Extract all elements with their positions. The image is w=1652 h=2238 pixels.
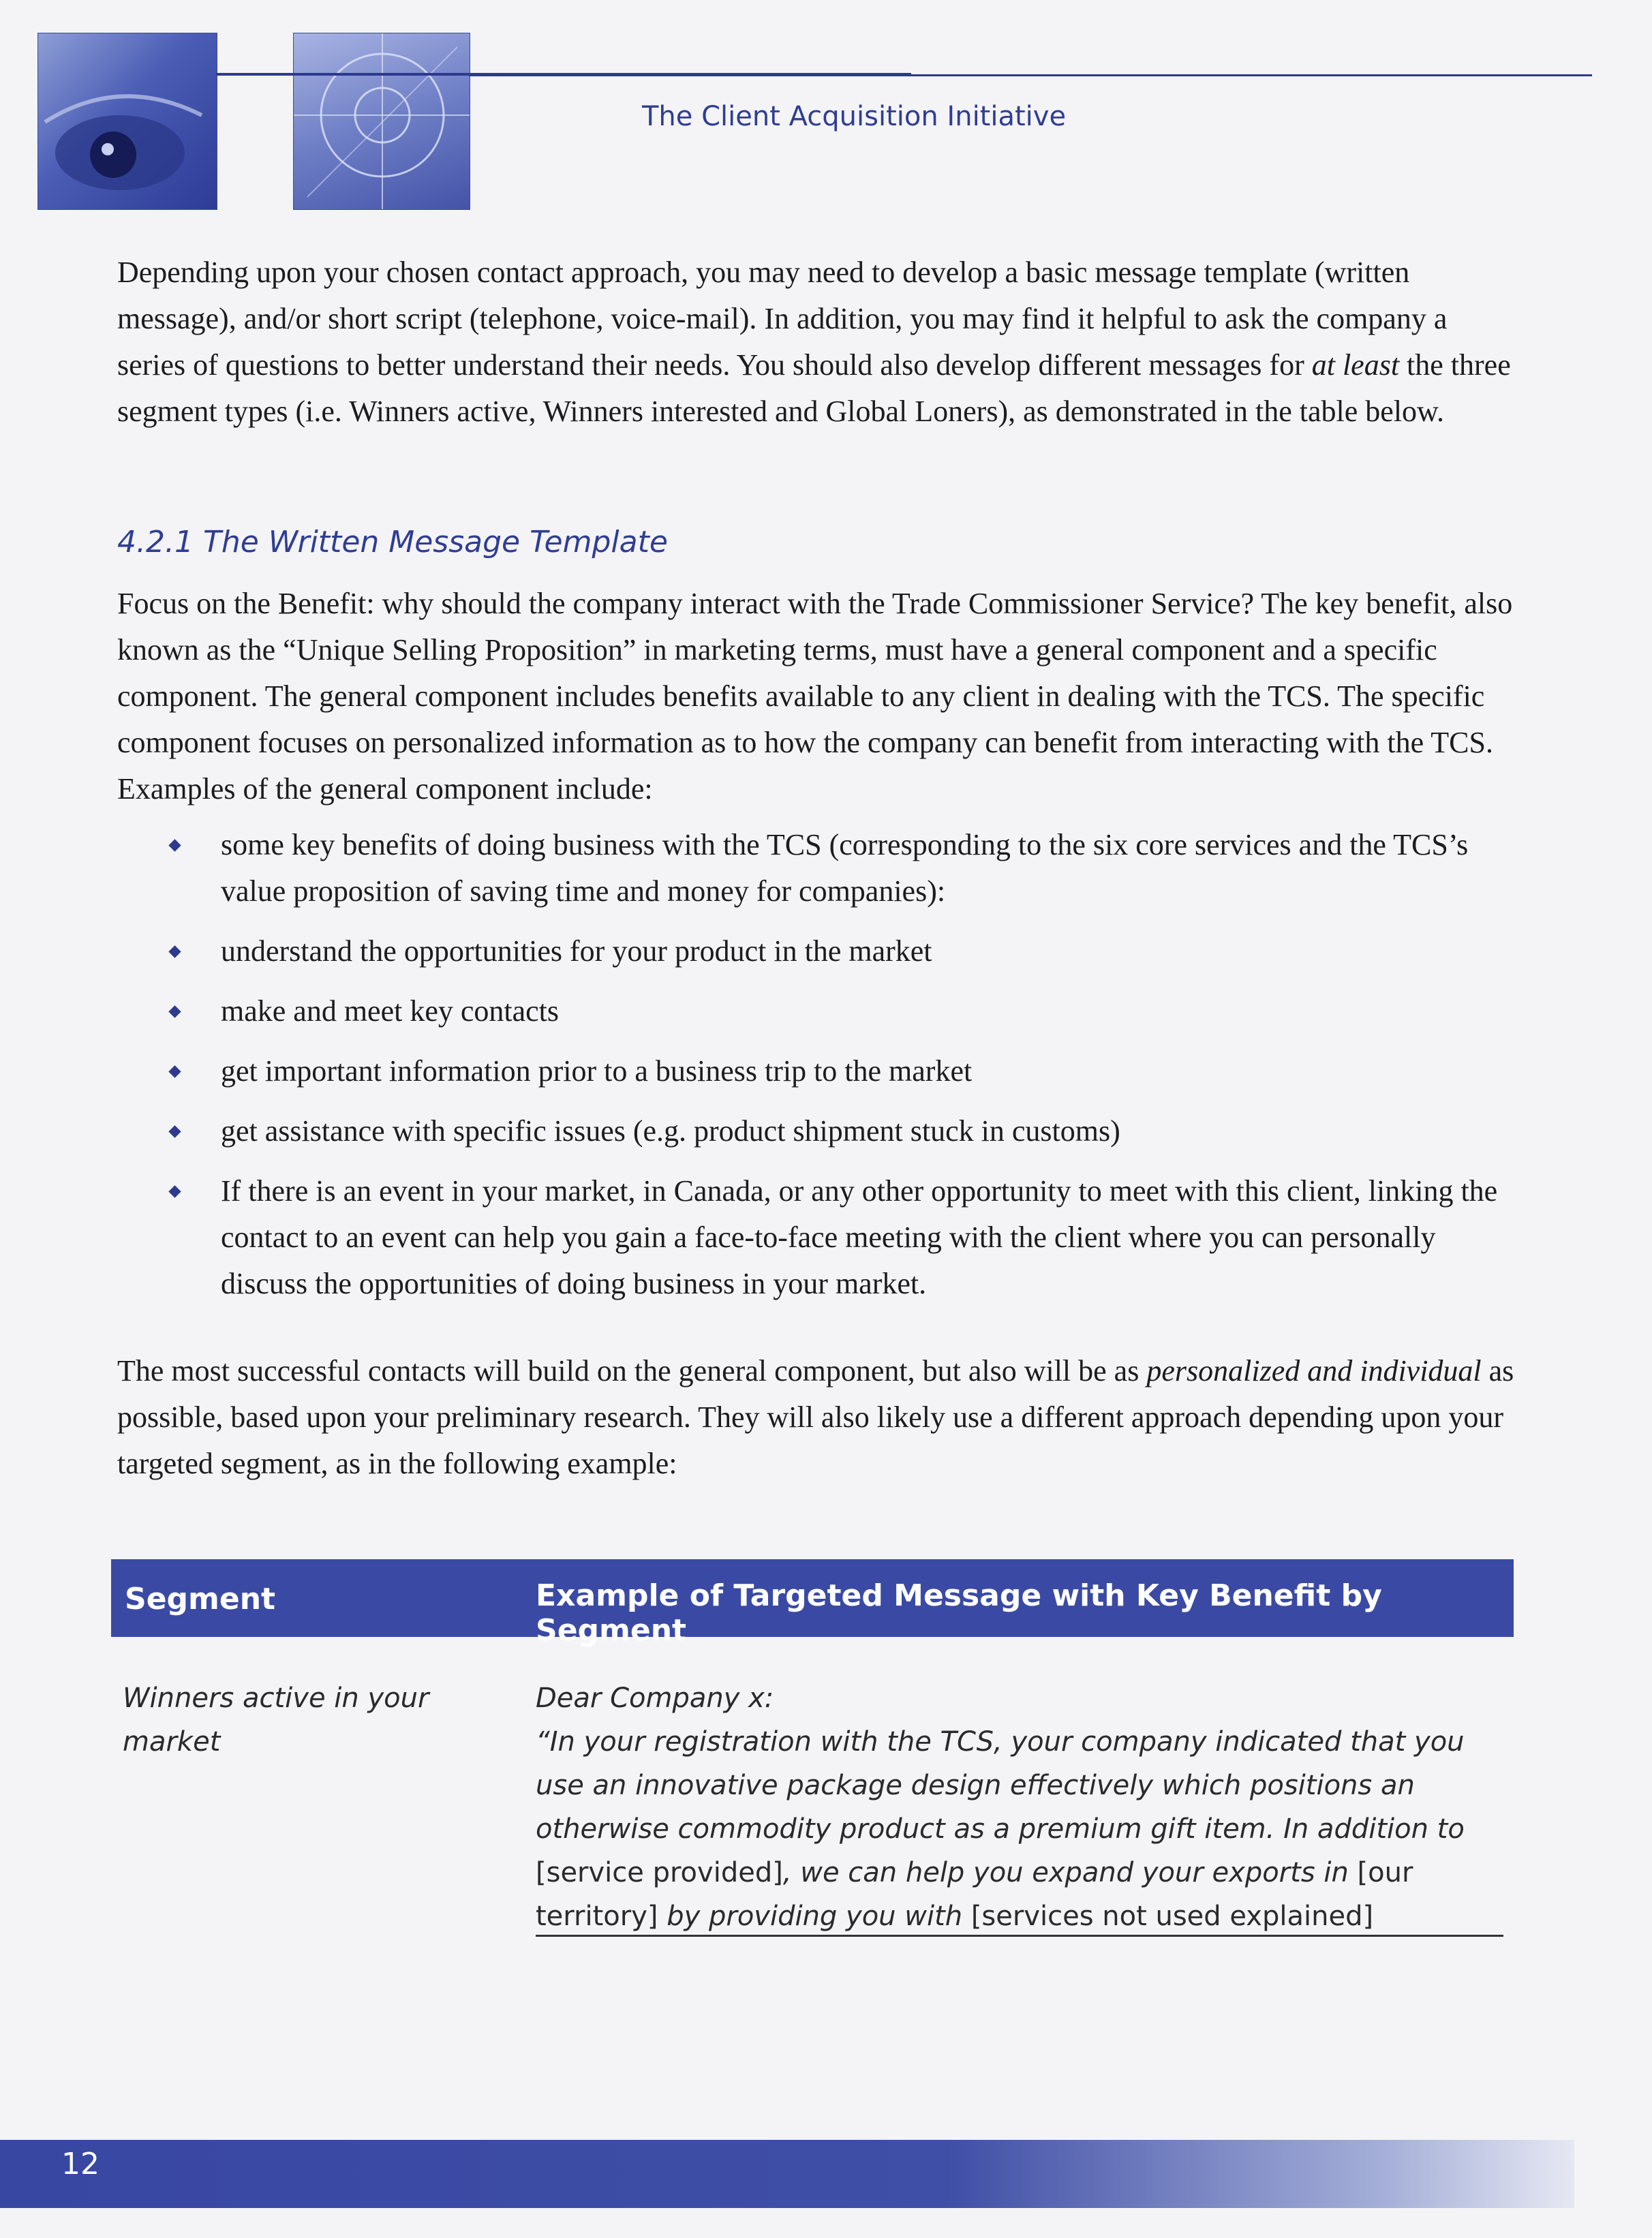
diamond-bullet-icon [168, 1005, 181, 1017]
intro-paragraph [117, 249, 1514, 435]
diamond-bullet-icon [168, 945, 181, 957]
diamond-bullet-icon [168, 1125, 181, 1137]
message-text-2: , we can help you expand your exports in [782, 1857, 1358, 1888]
closing-text-1: The most successful contacts will build on the general component, but also will be as [117, 1354, 1147, 1388]
list-item [117, 1048, 1528, 1094]
list-item [117, 928, 1528, 975]
table-header [111, 1559, 1514, 1648]
table-header-segment: Segment [125, 1582, 276, 1616]
table-bottom-rule [536, 1935, 1503, 1937]
focus-paragraph: Focus on the Benefit: why should the company interact with the Trade Commissioner Service? The key benefit, also known as the “Unique Selling Proposition” in marketing terms, must have a general component and a specific component. The general component includes benefits available to any client in dealing with the TCS. The specific component focuses on personalized information as to how the company can benefit from interacting with the TCS. Examples of the general component include: [117, 587, 1513, 806]
message-text-1: “In your registration with the TCS, your company indicated that you use an innovative package design effectively which positions an otherwise commodity product as a premium gift item. In addition to [536, 1726, 1465, 1845]
closing-text-2: as possible, based upon your preliminary research. They will also likely use a different approach depending upon your targeted segment, as in the following example: [117, 1354, 1514, 1480]
header-eye-image [37, 33, 217, 210]
list-item [117, 1168, 1528, 1307]
benefit-list [117, 822, 1528, 1307]
list-item-text: make and meet key contacts [221, 994, 560, 1028]
diamond-bullet-icon [168, 839, 181, 851]
header-map-image [293, 33, 470, 210]
running-head: The Client Acquisition Initiative [642, 101, 1067, 132]
message-body [536, 1720, 1490, 1938]
table-header-message: Example of Targeted Message with Key Benefit by Segment [536, 1578, 1382, 1648]
list-item-text: get important information prior to a business trip to the market [221, 1054, 973, 1088]
table-cell-segment: Winners active in your market [123, 1683, 429, 1758]
list-item [117, 1108, 1528, 1154]
message-salutation: Dear Company x: [536, 1683, 774, 1714]
list-item [117, 822, 1528, 915]
closing-paragraph [117, 1348, 1514, 1487]
closing-emphasis: personalized and individual [1146, 1354, 1482, 1388]
intro-text-1: Depending upon your chosen contact approach, you may need to develop a basic message template (written message), and/or short script (telephone, voice-mail). In addition, you may find it helpful to ask the company a series of questions to better understand their needs. You should also develop different messages for [117, 256, 1448, 382]
message-text-3: by providing you with [658, 1901, 971, 1932]
footer-bar [0, 2140, 1574, 2208]
section-heading: 4.2.1 The Written Message Template [117, 525, 668, 560]
list-item-text: understand the opportunities for your product in the market [221, 934, 932, 968]
message-placeholder-service: [service provided] [536, 1857, 783, 1888]
list-item-text: some key benefits of doing business with the TCS (corresponding to the six core services and the TCS’s value proposition of saving time and money for companies): [221, 828, 1469, 908]
table-cell-message [536, 1676, 1490, 1938]
list-item-text: If there is an event in your market, in Canada, or any other opportunity to meet with this client, linking the contact to an event can help you gain a face-to-face meeting with the client where you can personally discuss the opportunities of doing business in your market. [221, 1174, 1498, 1300]
message-placeholder-territory: [our territory] [536, 1857, 1413, 1932]
page-number: 12 [61, 2147, 100, 2181]
message-placeholder-services: [services not used explained] [970, 1901, 1374, 1932]
intro-text-2: the three segment types (i.e. Winners active, Winners interested and Global Loners), as demonstrated in the table below. [117, 348, 1511, 428]
list-item [117, 988, 1528, 1034]
intro-emphasis: at least [1311, 348, 1400, 382]
header-rule-right [469, 74, 1592, 76]
list-item-text: get assistance with specific issues (e.g. product shipment stuck in customs) [221, 1114, 1120, 1148]
diamond-bullet-icon [168, 1185, 181, 1197]
diamond-bullet-icon [168, 1065, 181, 1077]
